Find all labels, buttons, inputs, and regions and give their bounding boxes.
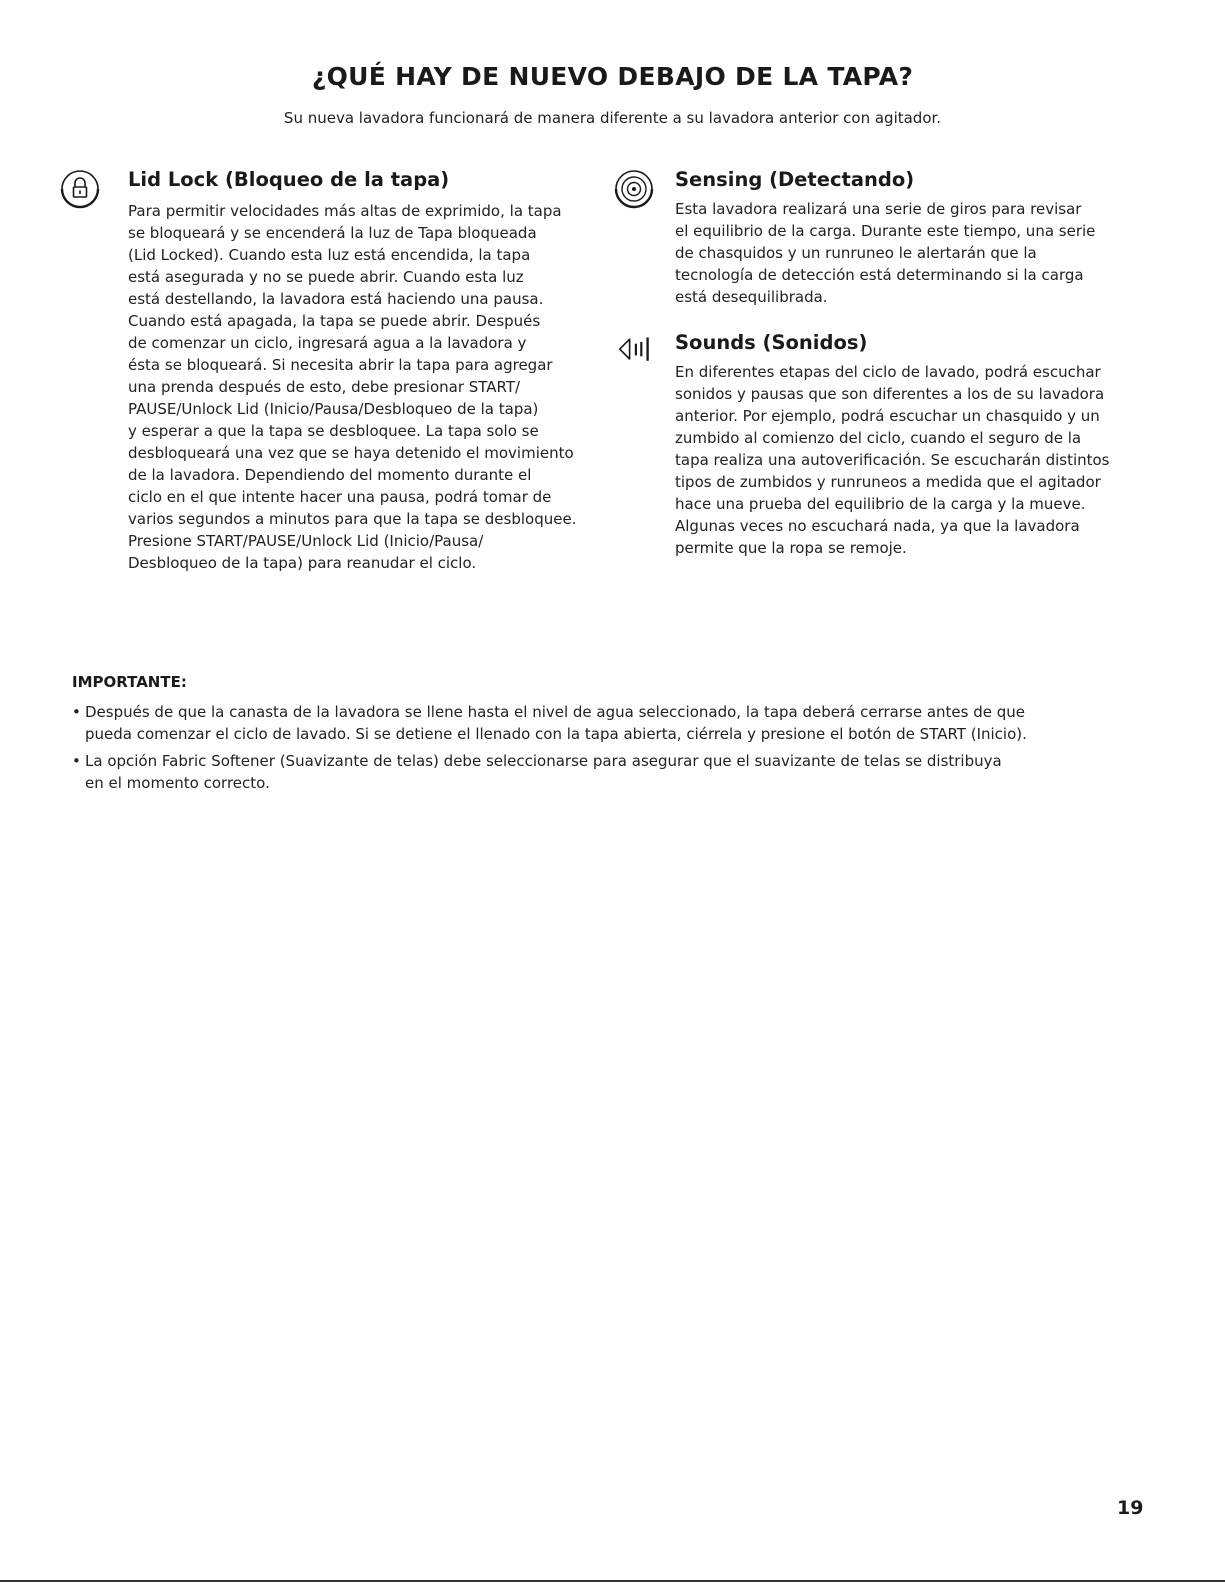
body-line: tipos de zumbidos y runruneos a medida que el agitador	[675, 473, 1101, 491]
lid-lock-heading: Lid Lock (Bloqueo de la tapa)	[128, 168, 450, 191]
body-line: En diferentes etapas del ciclo de lavado, podrá escuchar	[675, 363, 1101, 381]
body-line: Desbloqueo de la tapa) para reanudar el ciclo.	[128, 554, 477, 572]
lid-lock-section	[60, 168, 580, 588]
sounds-heading: Sounds (Sonidos)	[675, 331, 868, 354]
body-line: está destellando, la lavadora está haciendo una pausa.	[128, 290, 544, 308]
sounds-section	[614, 330, 1134, 570]
sensing-section	[614, 168, 1134, 308]
sensing-body	[675, 198, 1135, 308]
page-subtitle: Su nueva lavadora funcionará de manera diferente a su lavadora anterior con agitador.	[283, 109, 942, 127]
body-line: el equilibrio de la carga. Durante este tiempo, una serie	[675, 222, 1096, 240]
bullet: •	[72, 752, 81, 770]
body-line: Cuando está apagada, la tapa se puede abrir. Después	[128, 312, 541, 330]
body-line: Algunas veces no escuchará nada, ya que la lavadora	[675, 517, 1080, 535]
body-line: anterior. Por ejemplo, podrá escuchar un chasquido y un	[675, 407, 1100, 425]
body-line: ésta se bloqueará. Si necesita abrir la tapa para agregar	[128, 356, 553, 374]
body-line: Para permitir velocidades más altas de exprimido, la tapa	[128, 202, 562, 220]
body-line: zumbido al comienzo del ciclo, cuando el seguro de la	[675, 429, 1082, 447]
list-item	[72, 750, 1132, 794]
page-number: 19	[1117, 1497, 1144, 1519]
body-line: ciclo en el que intente hacer una pausa, podrá tomar de	[128, 488, 552, 506]
body-line: (Lid Locked). Cuando esta luz está encendida, la tapa	[128, 246, 531, 264]
body-line: sonidos y pausas que son diferentes a los de su lavadora	[675, 385, 1105, 403]
body-line: de comenzar un ciclo, ingresará agua a la lavadora y	[128, 334, 527, 352]
body-line: tapa realiza una autoverificación. Se escucharán distintos	[675, 451, 1110, 469]
speaker-icon	[616, 332, 654, 368]
body-line: La opción Fabric Softener (Suavizante de telas) debe seleccionarse para asegurar que el suavizante de telas se distribuya	[85, 752, 1002, 770]
list-item	[72, 701, 1132, 745]
sounds-body	[675, 361, 1135, 559]
body-line: pueda comenzar el ciclo de lavado. Si se detiene el llenado con la tapa abierta, ciérrela y presione el botón de START (Inicio).	[85, 725, 1027, 743]
lid-lock-body	[128, 200, 598, 574]
body-line: hace una prueba del equilibrio de la carga y la mueve.	[675, 495, 1086, 513]
body-line: una prenda después de esto, debe presionar START/	[128, 378, 521, 396]
sensing-icon	[614, 169, 654, 209]
bullet: •	[72, 703, 81, 721]
body-line: y esperar a que la tapa se desbloquee. La tapa solo se	[128, 422, 539, 440]
bottom-rule	[0, 1580, 1225, 1582]
body-line: de la lavadora. Dependiendo del momento durante el	[128, 466, 532, 484]
important-label: IMPORTANTE:	[72, 673, 187, 691]
body-line: de chasquidos y un runruneo le alertarán que la	[675, 244, 1037, 262]
body-line: Después de que la canasta de la lavadora se llene hasta el nivel de agua seleccionado, la tapa deberá cerrarse antes de que	[85, 703, 1026, 721]
body-line: permite que la ropa se remoje.	[675, 539, 907, 557]
body-line: está desequilibrada.	[675, 288, 828, 306]
important-list	[72, 701, 1132, 799]
lock-icon	[60, 169, 100, 209]
body-line: tecnología de detección está determinando si la carga	[675, 266, 1084, 284]
body-line: está asegurada y no se puede abrir. Cuando esta luz	[128, 268, 524, 286]
body-line: Esta lavadora realizará una serie de giros para revisar	[675, 200, 1082, 218]
body-line: PAUSE/Unlock Lid (Inicio/Pausa/Desbloqueo de la tapa)	[128, 400, 539, 418]
sensing-heading: Sensing (Detectando)	[675, 168, 915, 191]
body-line: Presione START/PAUSE/Unlock Lid (Inicio/Pausa/	[128, 532, 484, 550]
body-line: desbloqueará una vez que se haya detenido el movimiento	[128, 444, 574, 462]
body-line: varios segundos a minutos para que la tapa se desbloquee.	[128, 510, 577, 528]
body-line: en el momento correcto.	[85, 774, 270, 792]
page-title: ¿QUÉ HAY DE NUEVO DEBAJO DE LA TAPA?	[311, 62, 914, 91]
body-line: se bloqueará y se encenderá la luz de Tapa bloqueada	[128, 224, 537, 242]
